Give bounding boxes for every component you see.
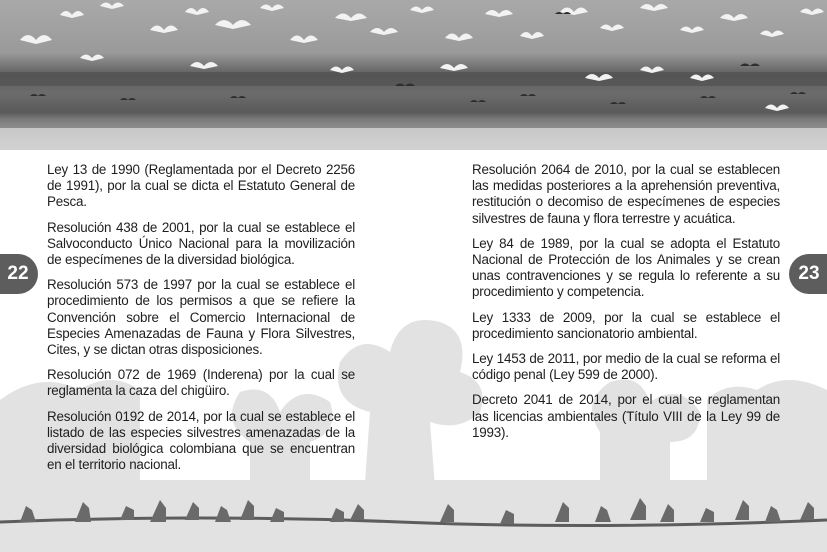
paragraph: Ley 84 de 1989, por la cual se adopta el Estatuto Nacional de Protección de los Animales y se crean unas contravenciones y se regula lo referente a su procedimiento y competencia. [472,235,780,300]
paragraph: Ley 13 de 1990 (Reglamentada por el Decreto 2256 de 1991), por la cual se dicta el Estatuto General de Pesca. [47,162,355,210]
page-number-left: 22 [0,254,38,294]
page-number-right: 23 [789,254,827,294]
left-text-column [47,162,355,482]
birds-over-wetland-photo [0,0,827,150]
paragraph: Resolución 072 de 1969 (Inderena) por la cual se reglamenta la caza del chigüiro. [47,367,355,399]
paragraph: Resolución 573 de 1997 por la cual se establece el procedimiento de los permisos a que se refiere la Convención sobre el Comercio Internacional de Especies Amenazadas de Fauna y Flora Silvestres, Cites, y se dictan otras disposiciones. [47,277,355,358]
paragraph: Decreto 2041 de 2014, por el cual se reglamentan las licencias ambientales (Título VIII de la Ley 99 de 1993). [472,392,780,440]
paragraph: Resolución 2064 de 2010, por la cual se establecen las medidas posteriores a la aprehensión preventiva, restitución o decomiso de especímenes de especies silvestres de fauna y flora terrestre y acuática. [472,162,780,226]
birds-photo-art [0,0,827,150]
paragraph: Ley 1333 de 2009, por la cual se establece el procedimiento sancionatorio ambiental. [472,309,780,341]
paragraph: Resolución 438 de 2001, por la cual se establece el Salvoconducto Único Nacional para la movilización de especímenes de la diversidad biológica. [47,219,355,268]
right-text-column [472,162,780,450]
paragraph: Ley 1453 de 2011, por medio de la cual se reforma el código penal (Ley 599 de 2000). [472,351,780,383]
paragraph: Resolución 0192 de 2014, por la cual se establece el listado de las especies silvestres amenazadas de la diversidad biológica colombiana que se encuentran en el territorio nacional. [47,408,355,473]
